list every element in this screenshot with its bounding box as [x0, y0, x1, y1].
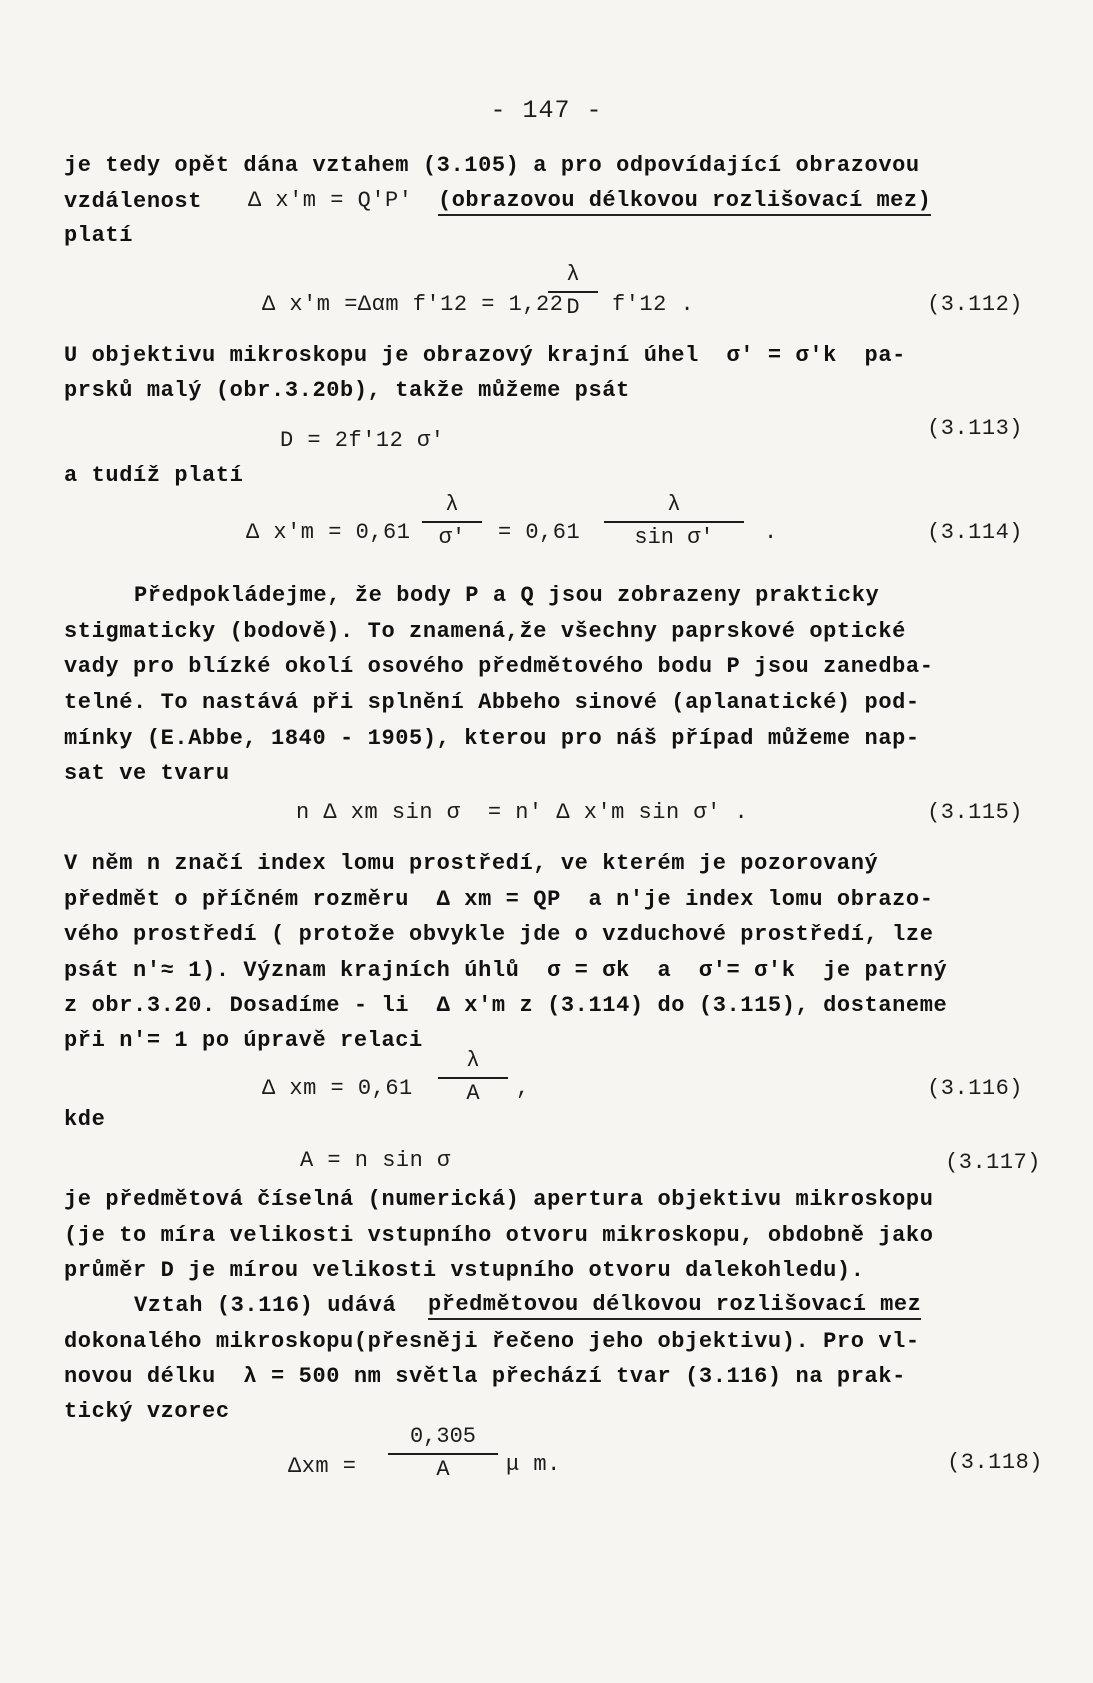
equation-3-112-lhs: Δ x'm =Δαm f'12 = 1,22: [262, 292, 564, 317]
text-line: platí: [64, 223, 134, 248]
equation-number: (3.114): [927, 520, 1023, 545]
text-line: Vztah (3.116) udává: [134, 1293, 397, 1318]
text-line: Předpokládejme, že body P a Q jsou zobrazeny prakticky: [134, 583, 880, 608]
equation-3-112-rhs: f'12 .: [612, 292, 695, 317]
equation-number: (3.113): [927, 416, 1023, 441]
text-line: vady pro blízké okolí osového předmětového bodu P jsou zanedba-: [64, 654, 934, 679]
equation-number: (3.112): [927, 292, 1023, 317]
equation-3-113: D = 2f'12 σ': [280, 428, 445, 453]
equation-3-118-lhs: Δxm =: [288, 1454, 357, 1479]
underlined-term: [438, 188, 931, 213]
text-line: prsků malý (obr.3.20b), takže můžeme psát: [64, 378, 630, 403]
text-line: mínky (E.Abbe, 1840 - 1905), kterou pro náš případ můžeme nap-: [64, 726, 920, 751]
text-line: stigmaticky (bodově). To znamená,že všechny paprskové optické: [64, 619, 906, 644]
term-text: (obrazovou délkovou rozlišovací mez): [438, 188, 931, 216]
fraction-numerator: λ: [466, 1048, 480, 1073]
text-line: U objektivu mikroskopu je obrazový krajní úhel σ' = σ'k pa-: [64, 343, 906, 368]
text-line: průměr D je mírou velikosti vstupního otvoru dalekohledu).: [64, 1258, 865, 1283]
equation-3-114-fraction-1: [422, 492, 482, 550]
text-line: je předmětová číselná (numerická) apertura objektivu mikroskopu: [64, 1187, 934, 1212]
equation-3-117: A = n sin σ: [300, 1148, 451, 1173]
fraction-numerator: λ: [566, 262, 580, 287]
equation-number: (3.115): [927, 800, 1023, 825]
fraction-denominator: σ': [438, 525, 466, 550]
fraction-denominator: sin σ': [634, 525, 714, 550]
equation-3-118-fraction: [388, 1424, 498, 1482]
equation-3-114-fraction-2: [604, 492, 744, 550]
equation-3-116-end: ,: [516, 1076, 530, 1101]
text-line: tický vzorec: [64, 1399, 230, 1424]
fraction-numerator: 0,305: [409, 1424, 476, 1449]
fraction-numerator: λ: [445, 492, 459, 517]
text-line: sat ve tvaru: [64, 761, 230, 786]
term-text: předmětovou délkovou rozlišovací mez: [428, 1292, 921, 1320]
equation-3-118-rhs: μ m.: [506, 1452, 561, 1477]
equation-number: (3.116): [927, 1076, 1023, 1101]
equation-3-115: n Δ xm sin σ = n' Δ x'm sin σ' .: [296, 800, 749, 825]
text-line: dokonalého mikroskopu(přesněji řečeno jeho objektivu). Pro vl-: [64, 1329, 920, 1354]
text-line: a tudíž platí: [64, 463, 244, 488]
text-line: při n'= 1 po úpravě relaci: [64, 1028, 423, 1053]
equation-number: (3.117): [945, 1150, 1041, 1175]
underlined-term: [428, 1292, 921, 1317]
text-line: je tedy opět dána vztahem (3.105) a pro odpovídající obrazovou: [64, 153, 920, 178]
text-line: (je to míra velikosti vstupního otvoru mikroskopu, obdobně jako: [64, 1223, 934, 1248]
fraction-denominator: A: [436, 1457, 450, 1482]
text-line: kde: [64, 1107, 106, 1132]
equation-3-116-lhs: Δ xm = 0,61: [262, 1076, 413, 1101]
text-line: vého prostředí ( protože obvykle jde o vzduchové prostředí, lze: [64, 922, 934, 947]
text-line: předmět o příčném rozměru Δ xm = QP a n'je index lomu obrazo-: [64, 887, 934, 912]
equation-3-112-fraction: [548, 262, 598, 320]
equation-number: (3.118): [947, 1450, 1043, 1475]
page-number: - 147 -: [490, 96, 603, 125]
text-line: V něm n značí index lomu prostředí, ve kterém je pozorovaný: [64, 851, 879, 876]
equation-3-114-end: .: [764, 520, 778, 545]
text-line: psát n'≈ 1). Význam krajních úhlů σ = σk a σ'= σ'k je patrný: [64, 958, 948, 983]
fraction-numerator: λ: [667, 492, 681, 517]
equation-3-114-mid: = 0,61: [498, 520, 581, 545]
inline-formula: Δ x'm = Q'P': [248, 188, 413, 213]
text-line: novou délku λ = 500 nm světla přechází tvar (3.116) na prak-: [64, 1364, 906, 1389]
fraction-denominator: D: [566, 295, 580, 320]
text-line: z obr.3.20. Dosadíme - li Δ x'm z (3.114) do (3.115), dostaneme: [64, 993, 948, 1018]
equation-3-116-fraction: [438, 1048, 508, 1106]
text-line: vzdálenost: [64, 189, 203, 214]
equation-3-114-lhs: Δ x'm = 0,61: [246, 520, 411, 545]
fraction-denominator: A: [466, 1081, 480, 1106]
text-line: telné. To nastává při splnění Abbeho sinové (aplanatické) pod-: [64, 690, 920, 715]
